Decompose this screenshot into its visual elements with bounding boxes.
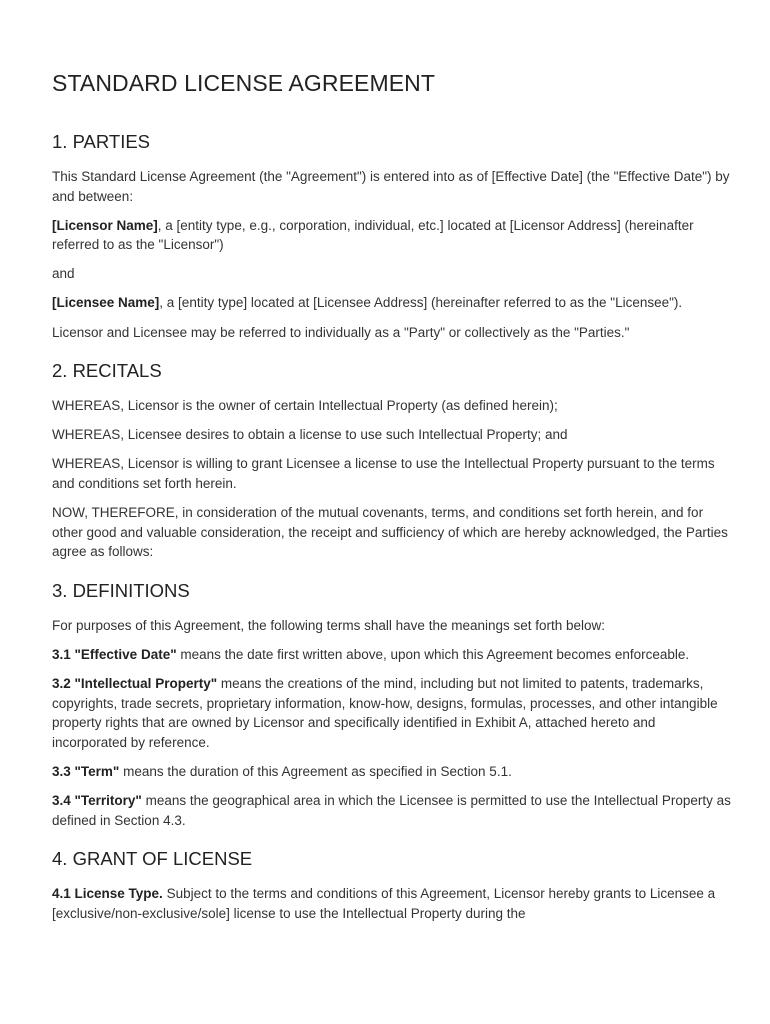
definitions-intro: For purposes of this Agreement, the following terms shall have the meanings set forth below: xyxy=(52,617,606,633)
definition-effective-date xyxy=(52,645,732,665)
definition-term-label: 3.3 "Term" xyxy=(52,763,120,779)
parties-paragraph-licensee xyxy=(52,293,732,313)
licensor-description: , a [entity type, e.g., corporation, individual, etc.] located at [Licensor Address] (hereinafter referred to as the "Licensor") xyxy=(52,217,694,253)
definition-term-label: 3.1 "Effective Date" xyxy=(52,646,177,662)
definition-text: means the geographical area in which the Licensee is permitted to use the Intellectual Property as defined in Section 4.3. xyxy=(52,792,731,828)
licensee-name-placeholder: [Licensee Name] xyxy=(52,295,160,311)
recitals-paragraph-3: WHEREAS, Licensor is willing to grant Licensee a license to use the Intellectual Property pursuant to the terms and conditions set forth herein. xyxy=(52,456,715,491)
definition-term-label: 3.2 "Intellectual Property" xyxy=(52,676,218,691)
section-heading-parties: 1. PARTIES xyxy=(52,131,151,152)
section-definitions xyxy=(52,580,732,830)
parties-paragraph-1: This Standard License Agreement (the "Agreement") is entered into as of [Effective Date] (the "Effective Date") by and between: xyxy=(52,169,730,204)
definition-text: means the duration of this Agreement as specified in Section 5.1. xyxy=(119,763,512,779)
definition-intellectual-property xyxy=(52,674,732,752)
parties-paragraph-and: and xyxy=(52,266,75,282)
section-recitals xyxy=(52,360,732,562)
licensee-description: , a [entity type] located at [Licensee Address] (hereinafter referred to as the "Licensee"). xyxy=(159,295,683,311)
recitals-paragraph-2: WHEREAS, Licensee desires to obtain a license to use such Intellectual Property; and xyxy=(52,427,568,443)
recitals-paragraph-1: WHEREAS, Licensor is the owner of certain Intellectual Property (as defined herein); xyxy=(52,398,558,414)
definition-text: means the creations of the mind, including but not limited to patents, trademarks, copyrights, trade secrets, proprietary information, know-how, designs, formulas, processes, and other intangible property rights that are owned by Licensor and specifically identified in Exhibit A, attached hereto and incorporated by reference. xyxy=(52,676,718,750)
section-grant-of-license xyxy=(52,848,732,923)
definition-text: means the date first written above, upon which this Agreement becomes enforceable. xyxy=(176,646,690,662)
section-heading-definitions: 3. DEFINITIONS xyxy=(52,579,190,601)
parties-paragraph-5: Licensor and Licensee may be referred to individually as a "Party" or collectively as the "Parties." xyxy=(52,324,630,340)
document-page xyxy=(52,70,732,933)
recitals-paragraph-4: NOW, THEREFORE, in consideration of the mutual covenants, terms, and conditions set forth herein, and for other good and valuable consideration, the receipt and sufficiency of which are hereby acknowledged, the Parties agree as follows: xyxy=(52,505,728,560)
grant-license-type xyxy=(52,884,732,923)
section-parties xyxy=(52,131,732,342)
grant-clause-text: Subject to the terms and conditions of this Agreement, Licensor hereby grants to Licensee a [exclusive/non-exclusive/sole] license to use the Intellectual Property during the xyxy=(52,886,716,921)
section-heading-grant: 4. GRANT OF LICENSE xyxy=(52,848,253,870)
document-title: STANDARD LICENSE AGREEMENT xyxy=(52,70,436,96)
parties-paragraph-licensor xyxy=(52,216,732,255)
definition-term-label: 3.4 "Territory" xyxy=(52,792,142,808)
grant-clause-label: 4.1 License Type. xyxy=(52,886,163,902)
licensor-name-placeholder: [Licensor Name] xyxy=(52,217,158,233)
definition-territory xyxy=(52,791,732,830)
definition-term xyxy=(52,762,732,782)
section-heading-recitals: 2. RECITALS xyxy=(52,360,162,382)
